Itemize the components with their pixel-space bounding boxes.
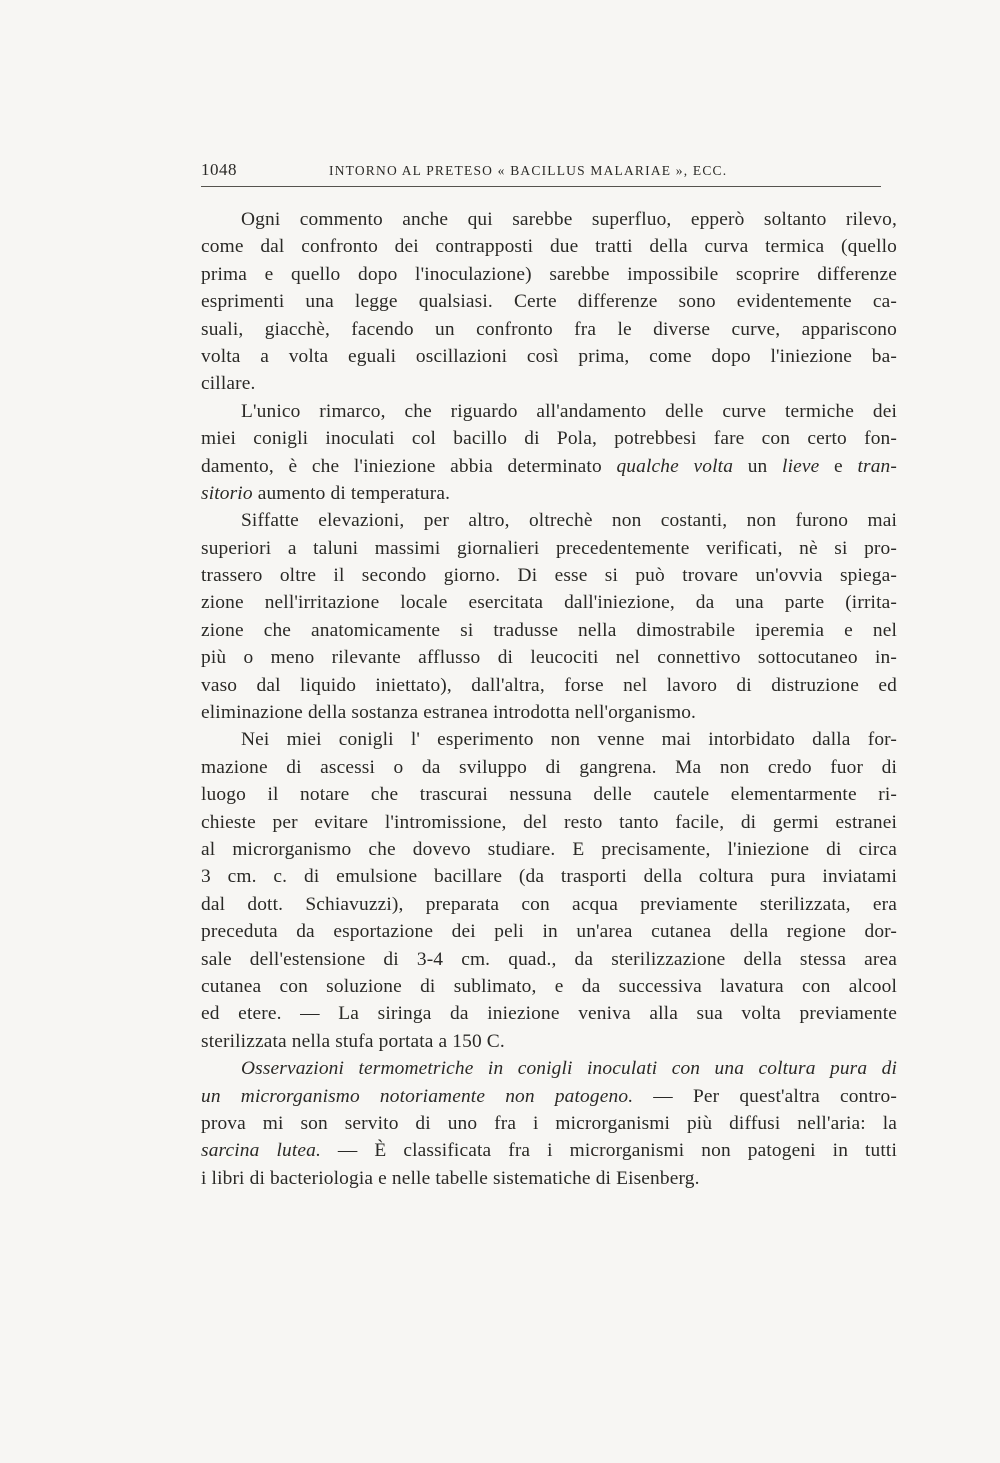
text-line [201, 288, 897, 315]
text-segment: eliminazione della sostanza estranea introdotta nell'organismo. [201, 702, 697, 724]
text-line [201, 425, 897, 452]
text-segment: dal dott. Schiavuzzi), preparata con acqua previamente sterilizzata, era [201, 893, 897, 915]
text-segment: Nei miei conigli l' esperimento non venne mai intorbidato dalla for- [241, 729, 897, 751]
text-line [201, 617, 897, 644]
italic-text: sitorio [201, 482, 253, 504]
text-line [201, 343, 897, 370]
running-title: INTORNO AL PRETESO « BACILLUS MALARIAE », ECC. [329, 163, 728, 178]
text-line [201, 261, 897, 288]
text-segment: ed etere. — La siringa da iniezione veniva alla sua volta previamente [201, 1003, 897, 1025]
text-segment: miei conigli inoculati col bacillo di Pola, potrebbesi fare con certo fon- [201, 428, 897, 450]
text-line [201, 781, 897, 808]
text-line [201, 672, 897, 699]
italic-text: Osservazioni termometriche in conigli inoculati con una coltura pura di [241, 1058, 897, 1080]
text-line [201, 644, 897, 671]
text-segment: aumento di temperatura. [252, 482, 451, 504]
text-line [201, 946, 897, 973]
text-line [201, 1165, 897, 1192]
italic-text: tran- [857, 455, 897, 477]
page-number: 1048 [201, 160, 237, 179]
text-line [201, 1028, 897, 1055]
text-segment: damento, è che l'iniezione abbia determinato [201, 455, 617, 477]
text-segment: luogo il notare che trascurai nessuna delle cautele elementarmente ri- [201, 784, 897, 806]
body-text [201, 206, 897, 1192]
text-line [201, 836, 897, 863]
text-segment: un [733, 455, 783, 477]
text-line [201, 589, 897, 616]
text-line [201, 754, 897, 781]
text-segment: prima e quello dopo l'inoculazione) sarebbe impossibile scoprire differenze [201, 263, 897, 285]
text-line [201, 398, 897, 425]
text-segment: chieste per evitare l'intromissione, del resto tanto facile, di germi estranei [201, 811, 897, 833]
text-segment: e [819, 455, 858, 477]
text-segment: esprimenti una legge qualsiasi. Certe differenze sono evidentemente ca- [201, 291, 897, 313]
text-line [201, 316, 897, 343]
text-line [201, 480, 897, 507]
text-segment: — È classificata fra i microrganismi non patogeni in tutti [320, 1140, 897, 1162]
text-segment: suali, giacchè, facendo un confronto fra le diverse curve, appariscono [201, 318, 897, 340]
text-line [201, 507, 897, 534]
italic-text: un microrganismo notoriamente non patogeno. [201, 1085, 634, 1107]
text-segment: volta a volta eguali oscillazioni così prima, come dopo l'iniezione ba- [201, 345, 897, 367]
text-segment: preceduta da esportazione dei peli in un'area cutanea della regione dor- [201, 921, 897, 943]
text-segment: Ogni commento anche qui sarebbe superfluo, epperò soltanto rilevo, [241, 209, 897, 230]
text-segment: zione che anatomicamente si tradusse nella dimostrabile iperemia e nel [201, 619, 897, 641]
text-line [201, 699, 897, 726]
text-segment: al microrganismo che dovevo studiare. E precisamente, l'iniezione di circa [201, 838, 897, 860]
text-segment: cillare. [201, 373, 256, 395]
text-line [201, 370, 897, 397]
text-segment: mazione di ascessi o da sviluppo di gangrena. Ma non credo fuor di [201, 756, 897, 778]
text-line [201, 863, 897, 890]
text-segment: vaso dal liquido iniettato), dall'altra, forse nel lavoro di distruzione ed [201, 674, 897, 696]
text-line [201, 891, 897, 918]
text-line [201, 535, 897, 562]
text-line [201, 1137, 897, 1164]
text-segment: sale dell'estensione di 3-4 cm. quad., da sterilizzazione della stessa area [201, 948, 897, 970]
text-line [201, 973, 897, 1000]
text-line [201, 1110, 897, 1137]
text-line [201, 562, 897, 589]
italic-text: qualche volta [616, 455, 734, 477]
text-line [201, 1055, 897, 1082]
text-segment: più o meno rilevante afflusso di leucociti nel connettivo sottocutaneo in- [201, 647, 897, 669]
text-segment: cutanea con soluzione di sublimato, e da successiva lavatura con alcool [201, 975, 897, 997]
running-head [201, 156, 881, 187]
text-line [201, 726, 897, 753]
text-segment: come dal confronto dei contrapposti due tratti della curva termica (quello [201, 236, 897, 258]
text-segment: sterilizzata nella stufa portata a 150 C. [201, 1030, 505, 1052]
text-segment: trassero oltre il secondo giorno. Di esse si può trovare un'ovvia spiega- [201, 565, 897, 587]
text-line [201, 1083, 897, 1110]
text-line [201, 1000, 897, 1027]
italic-text: sarcina lutea. [201, 1140, 321, 1162]
text-segment: 3 cm. c. di emulsione bacillare (da trasporti della coltura pura inviatami [201, 866, 897, 888]
italic-text: lieve [782, 455, 820, 477]
text-segment: — Per quest'altra contro- [633, 1085, 897, 1107]
text-line [201, 233, 897, 260]
text-line [201, 453, 897, 480]
text-segment: superiori a taluni massimi giornalieri precedentemente verificati, nè si pro- [201, 537, 897, 559]
text-line [201, 809, 897, 836]
text-segment: Siffatte elevazioni, per altro, oltrechè non costanti, non furono mai [241, 510, 897, 532]
text-segment: L'unico rimarco, che riguardo all'andamento delle curve termiche dei [241, 400, 897, 422]
text-segment: i libri di bacteriologia e nelle tabelle sistematiche di Eisenberg. [201, 1167, 700, 1189]
text-line [201, 918, 897, 945]
text-line [201, 206, 897, 233]
text-segment: zione nell'irritazione locale esercitata dall'iniezione, da una parte (irrita- [201, 592, 897, 614]
text-segment: prova mi son servito di uno fra i microrganismi più diffusi nell'aria: la [201, 1112, 897, 1134]
